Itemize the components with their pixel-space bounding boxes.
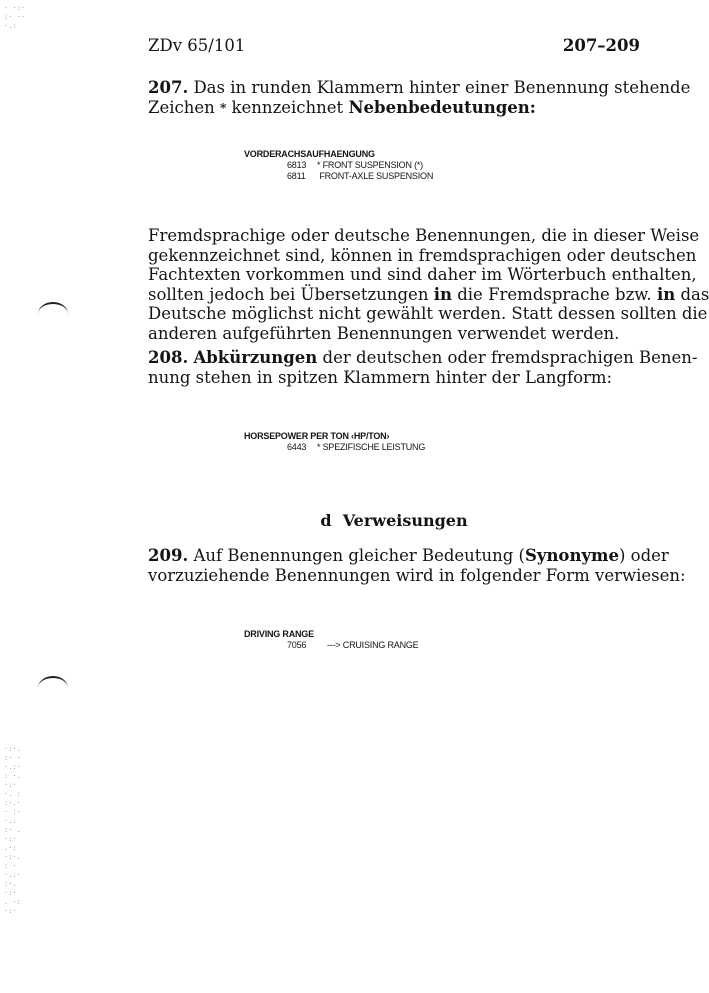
binding-mark-icon [38,676,68,700]
page-header [148,36,640,60]
star-mark: * [220,100,227,115]
term-abkuerzungen: Abkürzungen [193,348,318,367]
paragraph-207 [148,78,691,118]
paragraph-number: 209. [148,546,189,565]
example-row: 7056 ---> CRUISING RANGE [287,640,419,650]
example-row: 6443 * SPEZIFISCHE LEISTUNG [287,442,426,452]
paragraph-207-line-1: 207. Das in runden Klammern hinter einer Benennung stehende [148,78,691,97]
paragraph-number: 208. [148,348,189,367]
section-title: Verweisungen [342,511,468,530]
example-term: DRIVING RANGE [244,629,314,639]
section-letter: d [320,511,332,530]
section-heading [148,511,640,530]
document-id: ZDv 65/101 [148,36,246,55]
paragraph-208: 208. Abkürzungen der deutschen oder fremdsprachigen Benen- nung stehen in spitzen Klammern hinter der Langform: [148,348,698,387]
paragraph-foreign-terms: Fremdsprachige oder deutsche Benennungen, die in dieser Weise gekennzeichnet sind, können in fremdsprachigen oder deutschen Fachtexten vorkommen und sind daher im Wörterbuch enthalten, sollten jedoch bei Übersetzungen in die Fremdsprache bzw. in das Deutsche möglichst nicht gewählt werden. Statt dessen sollten die anderen aufgeführten Benennungen verwendet werden. [148,226,709,343]
dictionary-example-2 [244,431,425,453]
dictionary-example-1 [244,149,433,182]
paragraph-number: 207. [148,78,189,97]
example-row: 6813 * FRONT SUSPENSION (*) [287,160,423,170]
paragraph-209: 209. Auf Benennungen gleicher Bedeutung (Synonyme) oder vorzuziehende Benennungen wird in folgender Form verwiesen: [148,546,686,585]
dictionary-example-3 [244,629,418,651]
binding-mark-icon [38,302,68,326]
example-term: HORSEPOWER PER TON ‹HP/TON› [244,431,390,441]
paragraph-207-line-2: Zeichen * kennzeichnet Nebenbedeutungen: [148,97,536,117]
section-range: 207–209 [562,36,640,55]
term-nebenbedeutungen: Nebenbedeutungen: [348,97,536,117]
term-synonyme: Synonyme [524,546,619,565]
example-term: VORDERACHSAUFHAENGUNG [244,149,375,159]
example-row: 6811 FRONT-AXLE SUSPENSION [287,171,434,181]
scan-noise-top: · ·:· :· ·· ·.: [4,4,26,30]
scan-noise-bottom: ·:·. :· · ·.:· : ·. ·:· ·. : :·.· · :· ·.: :· . ·:· .·: ·:·. : · ·.:· :·. ·:· . ·: ·:· [4,745,21,915]
